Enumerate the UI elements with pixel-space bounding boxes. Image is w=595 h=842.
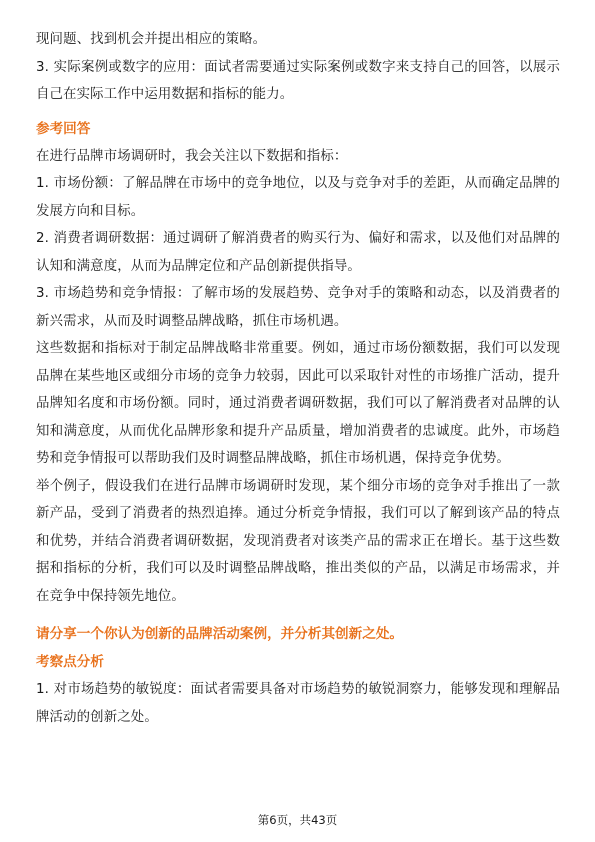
list-item-market-share: 1. 市场份额：了解品牌在市场中的竞争地位，以及与竞争对手的差距，从而确定品牌的发展方向和目标。 (36, 176, 560, 219)
paragraph-importance: 这些数据和指标对于制定品牌战略非常重要。例如，通过市场份额数据，我们可以发现品牌在某些地区或细分市场的竞争力较弱，因此可以采取针对性的市场推广活动，提升品牌知名度和市场份额。同时，通过消费者调研数据，我们可以了解消费者对品牌的认知和满意度，从而优化品牌形象和提升产品质量，增加消费者的忠诚度。此外，市场趋势和竞争情报可以帮助我们及时调整品牌战略，抓住市场机遇，保持竞争优势。 (36, 341, 560, 466)
paragraph-lead: 在进行品牌市场调研时，我会关注以下数据和指标： (36, 148, 348, 164)
analysis-heading: 考察点分析 (36, 654, 104, 670)
paragraph-example: 举个例子，假设我们在进行品牌市场调研时发现，某个细分市场的竞争对手推出了一款新产品，受到了消费者的热烈追捧。通过分析竞争情报，我们可以了解到该产品的特点和优势，并结合消费者调研数据，发现消费者对该类产品的需求正在增长。基于这些数据和指标的分析，我们可以及时调整品牌战略，推出类似的产品，以满足市场需求，并在竞争中保持领先地位。 (36, 478, 560, 604)
reference-answer-heading: 参考回答 (36, 120, 91, 137)
page-number: 第6页，共43页 (257, 813, 338, 827)
list-item-consumer-research: 2. 消费者调研数据：通过调研了解消费者的购买行为、偏好和需求，以及他们对品牌的认知和满意度，从而为品牌定位和产品创新提供指导。 (36, 231, 560, 274)
paragraph-point-3: 3. 实际案例或数字的应用：面试者需要通过实际案例或数字来支持自己的回答，以展示自己在实际工作中运用数据和指标的能力。 (36, 59, 560, 102)
list-item-market-trends: 3. 市场趋势和竞争情报：了解市场的发展趋势、竞争对手的策略和动态，以及消费者的新兴需求，从而及时调整品牌战略，抓住市场机遇。 (36, 286, 560, 329)
paragraph-intro-tail: 现问题、找到机会并提出相应的策略。 (36, 32, 267, 47)
document-body (36, 26, 560, 731)
question-heading: 请分享一个你认为创新的品牌活动案例，并分析其创新之处。 (36, 626, 404, 642)
paragraph-analysis-1: 1. 对市场趋势的敏锐度：面试者需要具备对市场趋势的敏锐洞察力，能够发现和理解品牌活动的创新之处。 (36, 682, 560, 725)
